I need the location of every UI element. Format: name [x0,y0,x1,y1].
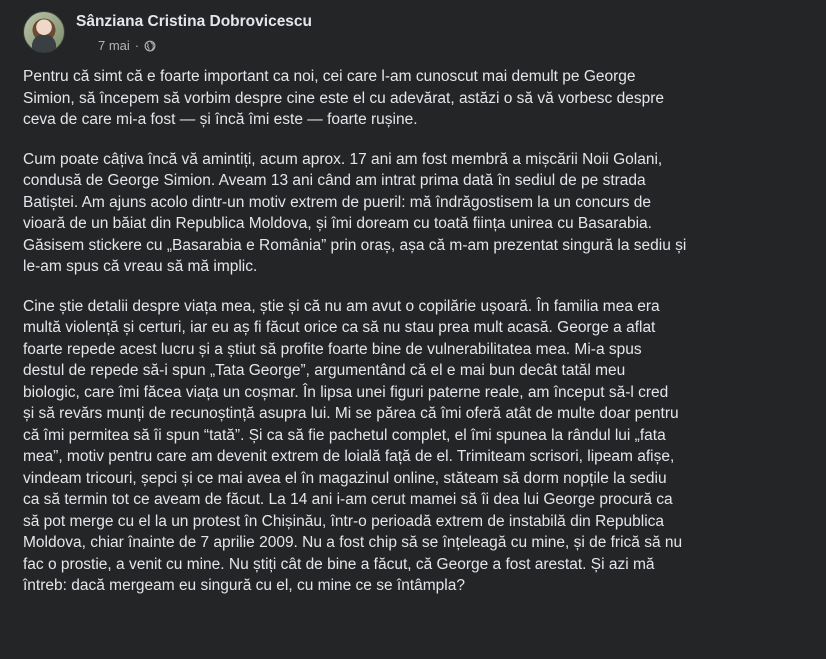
post-body [23,66,813,615]
author-name[interactable]: Sânziana Cristina Dobrovicescu [76,13,313,30]
post-paragraph-2: Cum poate câțiva încă vă amintiți, acum aprox. 17 ani am fost membră a mișcării Noii Golani, condusă de George Simion. Aveam 13 ani când am intrat prima dată în sediul de pe strada Batiștei. Am ajuns acolo dintr-un motiv extrem de pueril: mă îndrăgostisem la un concurs de vioară de un băiat din Republica Moldova, și îmi doream cu toată ființa unirea cu Basarabia. Găsisem stickere cu „Basarabia e România” prin oraș, așa că m-am prezentat singură la sediu și le-am spus că vreau să mă implic. [23,150,687,275]
post-paragraph-1: Pentru că simt că e foarte important ca noi, cei care l-am cunoscut mai demult pe George Simion, să începem să vorbim despre cine este el cu adevărat, astăzi o să vă vorbesc despre ceva de care mi-a fost — și încă îmi este — foarte rușine. [23,68,664,128]
post-subline [98,38,312,54]
post-paragraph-3: Cine știe detalii despre viața mea, știe și că nu am avut o copilărie ușoară. În familia mea era multă violență și certuri, iar eu aș fi făcut orice ca să nu stau prea mult acasă. George a aflat foarte repede acest lucru și a știut să profite foarte bine de vulnerabilitatea mea. Mi-a spus destul de repede să-i spun „Tata George”, argumentând că el e mai bun decât tatăl meu biologic, care îmi făcea viața un coșmar. În lipsa unei figuri paterne reale, am început să-l cred și să revărs munți de recunoștință asupra lui. Mi se părea că îmi oferă atât de multe doar pentru că îmi permitea să îi spun “tată”. Și ca să fie pachetul complet, el îmi spunea la rândul lui „fata mea”, motiv pentru care am devenit extrem de loială față de el. Trimiteam scrisori, lipeam afișe, vindeam tricouri, șepci și ce mai avea el în magazinul online, stăteam să dorm nopțile la sediu ca să termin tot ce aveam de făcut. La 14 ani i-am cerut mamei să îi dea lui George procură ca să pot merge cu el la un protest în Chișinău, într-o perioadă extrem de instabilă din Republica Moldova, chiar înainte de 7 aprilie 2009. Nu a fost chip să se înțeleagă cu mine, și de frică să nu fac o prostie, a venit cu mine. Nu știți cât de bine a făcut, că George a fost arestat. Și azi mă întreb: dacă mergeam eu singură cu el, cu mine ce se întâmpla? [23,297,683,594]
post-header [23,10,312,54]
author-avatar[interactable] [23,11,65,53]
separator-dot: · [134,38,140,53]
post-meta [76,10,312,54]
globe-icon[interactable] [144,40,156,52]
post-date[interactable]: 7 mai [98,38,130,53]
